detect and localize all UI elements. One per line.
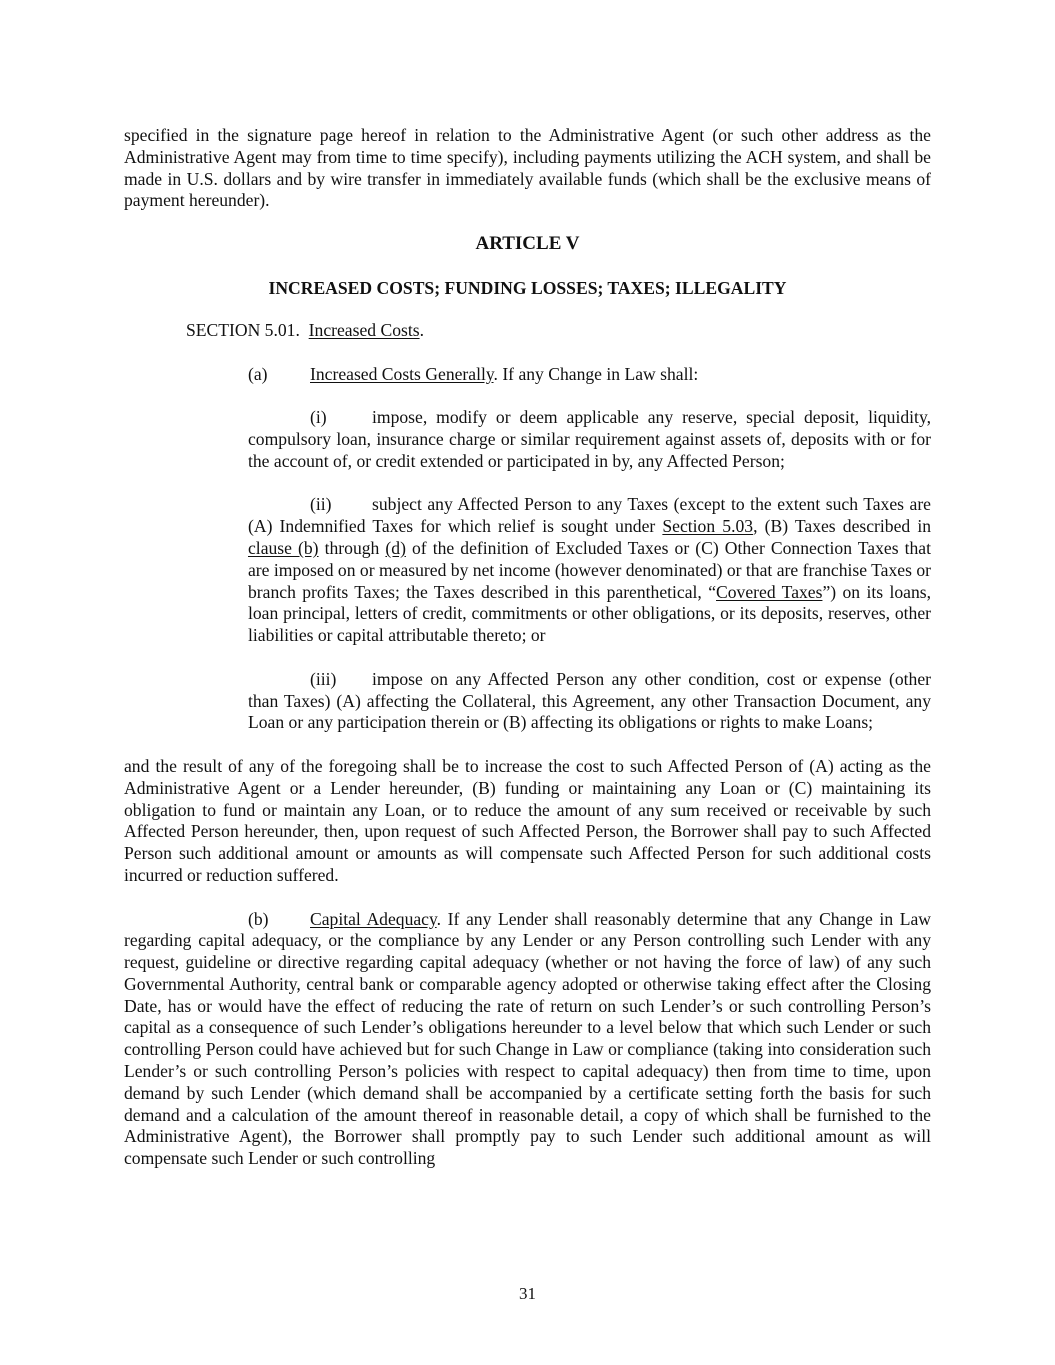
clause-d-reference: (d) — [385, 537, 406, 558]
clause-b-title: Capital Adequacy — [310, 908, 437, 929]
clause-ii-text-3: through — [318, 537, 386, 558]
clause-i-text: impose, modify or deem applicable any reserve, special deposit, liquidity, compulsory loan, insurance charge or similar requirement against assets of, deposits with or for the account of, or credit extended or participated in by, any Affected Person; — [248, 407, 931, 471]
section-heading — [124, 320, 931, 342]
article-subtitle: INCREASED COSTS; FUNDING LOSSES; TAXES; ILLEGALITY — [268, 278, 787, 299]
continuation-paragraph: specified in the signature page hereof in relation to the Administrative Agent (or such other address as the Administrative Agent may from time to time specify), including payments utilizing the ACH system, and shall be made in U.S. dollars and by wire transfer in immediately available funds (which shall be the exclusive means of payment hereunder). — [124, 125, 931, 211]
flush-paragraph: and the result of any of the foregoing shall be to increase the cost to such Affected Person of (A) acting as the Administrative Agent or a Lender hereunder, (B) funding or maintaining any Loan or (C) maintaining its obligation to fund or maintain any Loan, or to reduce the amount of any sum received or receivable by such Affected Person hereunder, then, upon request of such Affected Person, the Borrower shall pay to such Affected Person such additional amount or amounts as will compensate such Affected Person for such additional costs incurred or reduction suffered. — [124, 755, 931, 885]
clause-a-label: (a) — [248, 363, 268, 384]
clause-iii-label: (iii) — [310, 668, 337, 689]
clause-iii-text: impose on any Affected Person any other condition, cost or expense (other than Taxes) (A) affecting the Collateral, this Agreement, any other Transaction Document, any Loan or any participation therein or (B) affecting its obligations or rights to make Loans; — [248, 668, 931, 733]
clause-a — [124, 364, 931, 386]
clause-b — [124, 909, 931, 1171]
clause-a-text: . If any Change in Law shall: — [493, 363, 699, 384]
clause-b-reference: clause (b) — [248, 537, 319, 558]
clause-ii-text-4: of the definition of Excluded Taxes or (C) Other Connection Taxes that are imposed on or measured by net income (however denominated) or that are franchise Taxes or branch profits Taxes; the Taxes described in this parenthetical, “ — [248, 537, 931, 602]
section-title: Increased Costs — [308, 319, 420, 340]
clause-ii-text-1: subject any Affected Person to any Taxes (except to the extent such Taxes are (A) Indemnified Taxes for which relief is sought under — [248, 494, 931, 537]
clause-iii — [124, 669, 931, 734]
document-page — [124, 125, 931, 1170]
clause-i — [124, 407, 931, 472]
clause-ii-text-2: , (B) Taxes described in — [753, 516, 932, 537]
article-title: ARTICLE V — [475, 233, 580, 255]
section-reference: Section 5.03 — [662, 516, 754, 537]
clause-a-title: Increased Costs Generally — [310, 363, 494, 384]
clause-i-label: (i) — [310, 407, 327, 428]
clause-b-text: . If any Lender shall reasonably determine that any Change in Law regarding capital adequacy, or the compliance by any Lender or any Person controlling such Lender with any request, guideline or directive regarding capital adequacy (whether or not having the force of law) of any such Governmental Authority, central bank or comparable agency adopted or otherwise taking effect after the Closing Date, has or would have the effect of reducing the rate of return on such Lender’s or such controlling Person’s capital as a consequence of such Lender’s obligations hereunder to a level below that which such Lender or such controlling Person could have achieved but for such Change in Law or compliance (taking into consideration such Lender’s or such controlling Person’s policies with respect to capital adequacy) then from time to time, upon demand by such Lender (which demand shall be accompanied by a certificate setting forth the basis for such demand and a calculation of the amount thereof in reasonable detail, a copy of which shall be furnished to the Administrative Agent), the Borrower shall promptly pay to such Lender such additional amount as will compensate such Lender or such controlling — [124, 908, 931, 1169]
page-number: 31 — [519, 1284, 536, 1303]
section-title-end: . — [419, 319, 424, 340]
section-number: SECTION 5.01. — [186, 319, 300, 340]
clause-ii — [124, 494, 931, 647]
clause-b-label: (b) — [248, 908, 269, 929]
clause-ii-label: (ii) — [310, 494, 332, 515]
clause-ii-text-5: ”) on its loans, loan principal, letters of credit, commitments or other obligations, or its deposits, reserves, other liabilities or capital attributable thereto; or — [248, 581, 931, 646]
defined-term-covered-taxes: Covered Taxes — [716, 581, 823, 602]
